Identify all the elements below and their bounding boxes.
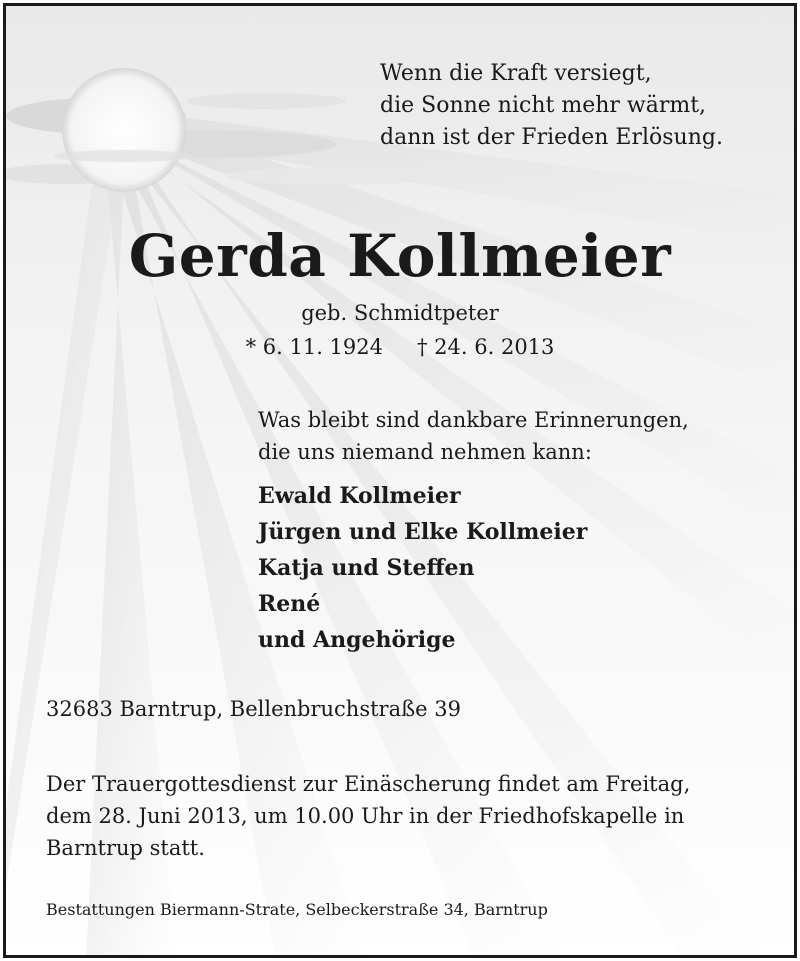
- death-date: † 24. 6. 2013: [417, 335, 555, 359]
- memory-line: die uns niemand nehmen kann:: [258, 440, 592, 464]
- service-notice: [46, 768, 690, 864]
- family-address: 32683 Barntrup, Bellenbruchstraße 39: [46, 697, 461, 721]
- motto-line: die Sonne nicht mehr wärmt,: [380, 93, 707, 118]
- motto-line: Wenn die Kraft versiegt,: [380, 61, 652, 86]
- deceased-name: Gerda Kollmeier: [128, 222, 672, 290]
- motto-line: dann ist der Frieden Erlösung.: [380, 125, 723, 150]
- service-line: dem 28. Juni 2013, um 10.00 Uhr in der Friedhofskapelle in: [46, 804, 685, 828]
- mourner-name: René: [258, 591, 321, 617]
- life-dates: [6, 332, 794, 362]
- mourner-name: Ewald Kollmeier: [258, 483, 461, 509]
- mourner-name: Katja und Steffen: [258, 555, 475, 581]
- mourner-name: Jürgen und Elke Kollmeier: [258, 519, 588, 545]
- birth-date: * 6. 11. 1924: [245, 335, 383, 359]
- mourners-list: [258, 478, 587, 658]
- service-line: Barntrup statt.: [46, 836, 205, 860]
- motto-verse: [380, 58, 723, 154]
- mourner-name: und Angehörige: [258, 627, 456, 653]
- service-line: Der Trauergottesdienst zur Einäscherung findet am Freitag,: [46, 772, 691, 796]
- sun-disc: [62, 68, 186, 192]
- maiden-name: geb. Schmidtpeter: [301, 301, 499, 325]
- memory-line: Was bleibt sind dankbare Erinnerungen,: [258, 408, 689, 432]
- obituary-frame: [3, 3, 797, 958]
- funeral-home-credit: Bestattungen Biermann-Strate, Selbeckerstraße 34, Barntrup: [46, 900, 548, 919]
- memory-text: [258, 404, 689, 468]
